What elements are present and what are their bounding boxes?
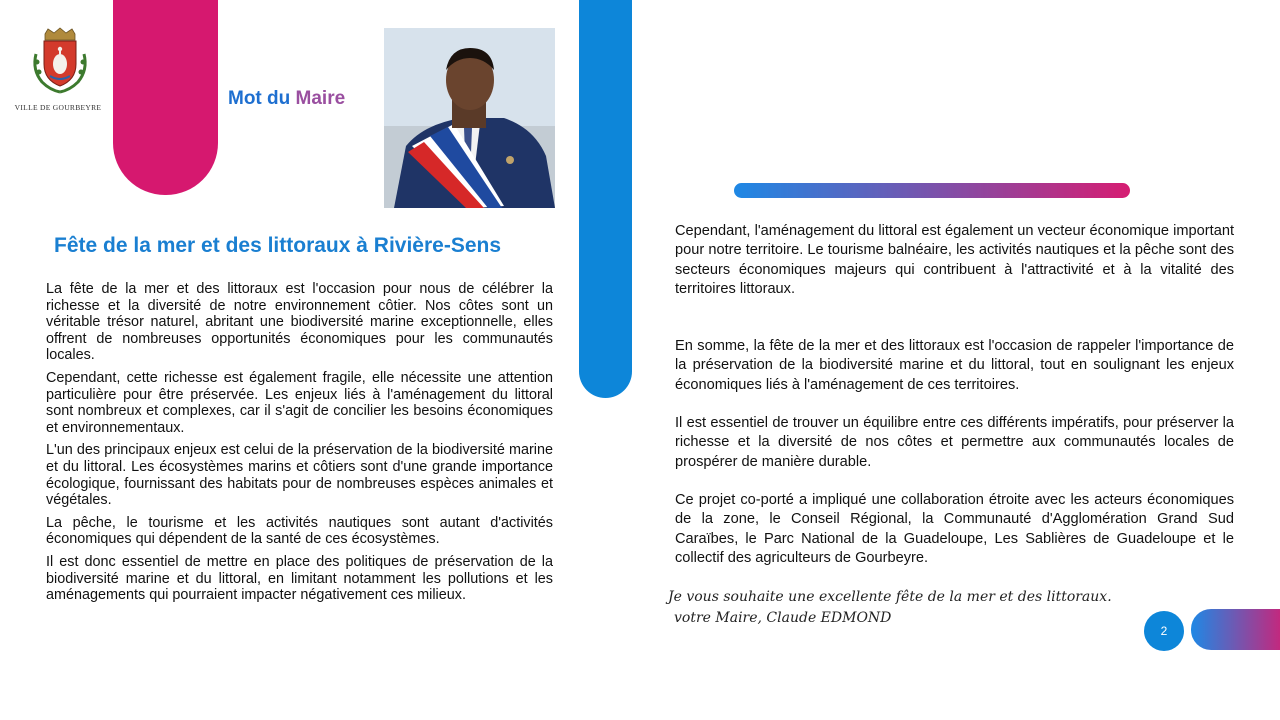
article-title: Fête de la mer et des littoraux à Rivière-Sens	[54, 234, 502, 257]
section-title	[228, 88, 345, 110]
right-paragraph: En somme, la fête de la mer et des littoraux est l'occasion de rappeler l'importance de la préservation de la biodiversité marine et du littoral, tout en soulignant les enjeux économiques liés à l'aménagement de ces territoires.	[675, 338, 1234, 393]
pink-banner-decoration	[113, 0, 218, 195]
gradient-bar-decoration	[734, 183, 1130, 198]
town-crest-logo	[28, 26, 92, 96]
right-column	[675, 222, 1234, 568]
blue-banner-decoration	[579, 0, 632, 398]
crest-label: VILLE DE GOURBEYRE	[14, 103, 102, 112]
mayor-photo-illustration	[384, 28, 555, 208]
left-paragraph: L'un des principaux enjeux est celui de la préservation de la biodiversité marine et du littoral. Les écosystèmes marins et côtiers sont d'une grande importance écologique, fournissant des habitats pour de nombreuses espèces animales et végétales.	[46, 442, 553, 509]
left-paragraph: La pêche, le tourisme et les activités nautiques sont autant d'activités économiques qui dépendent de la santé de ces écosystèmes.	[46, 514, 553, 548]
right-paragraph: Ce projet co-porté a impliqué une collaboration étroite avec les acteurs économiques de la zone, le Conseil Régional, la Communauté d'Agglomération Grand Sud Caraïbes, le Parc National de la Guadeloupe, Les Sablières de Guadeloupe et le collectif des agriculteurs de Gourbeyre.	[675, 491, 1234, 566]
page-number-badge: 2	[1144, 611, 1184, 651]
section-title-part2: Maire	[295, 88, 346, 109]
left-paragraph: Cependant, cette richesse est également fragile, elle nécessite une attention particulière pour être préservée. Les enjeux liés à l'aménagement du littoral sont nombreux et complexes, car il s'agit de concilier les besoins économiques et environnementaux.	[46, 369, 553, 436]
gradient-tab-decoration	[1191, 609, 1280, 650]
signature-line: Je vous souhaite une excellente fête de la mer et des littoraux.	[668, 589, 1112, 605]
right-paragraph: Cependant, l'aménagement du littoral est également un vecteur économique important pour notre territoire. Le tourisme balnéaire, les activités nautiques et la pêche sont des secteurs économiques majeurs qui contribuent à l'attractivité et à la vitalité des territoires littoraux.	[675, 223, 1234, 297]
signature-block	[668, 587, 1148, 629]
mayor-photo	[384, 28, 555, 208]
left-column	[46, 281, 553, 610]
signature-name: votre Maire, Claude EDMOND	[674, 610, 892, 626]
left-paragraph: Il est donc essentiel de mettre en place des politiques de préservation de la biodiversité marine et du littoral, en limitant notamment les pollutions et les aménagements qui pourraient impacter négativement ces milieux.	[46, 553, 553, 604]
section-title-part1: Mot du	[228, 88, 296, 109]
right-paragraph: Il est essentiel de trouver un équilibre entre ces différents impératifs, pour préserver la richesse et la diversité de nos côtes et permettre aux communautés locales de prospérer de manière durable.	[675, 415, 1234, 470]
left-paragraph: La fête de la mer et des littoraux est l'occasion pour nous de célébrer la richesse et la diversité de notre environnement côtier. Nos côtes sont un véritable trésor naturel, abritant une biodiversité marine exceptionnelle, elles offrent de nombreuses opportunités économiques pour les communautés locales.	[46, 281, 553, 364]
